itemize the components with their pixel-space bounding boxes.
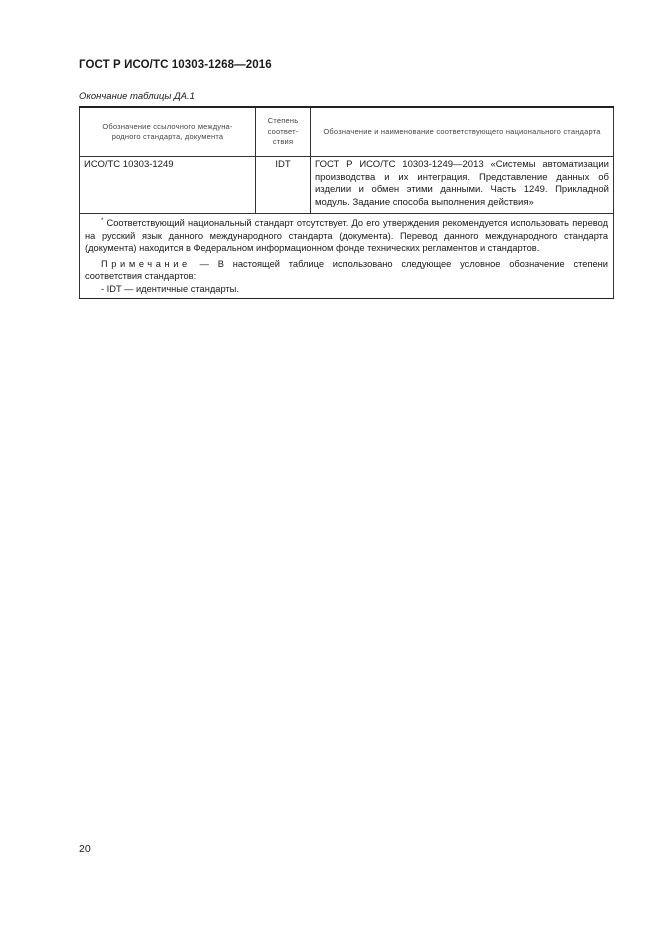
note-text: — В настоящей таблице использовано следующее условное обозначение степени соответствия стандартов: (85, 258, 608, 281)
note (85, 258, 608, 283)
table-notes (80, 214, 614, 299)
document-header: ГОСТ Р ИСО/ТС 10303-1268—2016 (79, 59, 272, 71)
column-header-national-standard: Обозначение и наименование соответствующего национального стандарта (311, 107, 614, 157)
notes-row (80, 214, 614, 299)
page-number: 20 (79, 843, 91, 855)
reference-table (79, 106, 613, 299)
footnote-mark: * (101, 217, 104, 224)
note-label: Примечание (101, 258, 191, 269)
table-row (80, 157, 614, 214)
footnote (85, 217, 608, 255)
note-item: - IDT — идентичные стандарты. (101, 283, 239, 294)
footnote-text: Соответствующий национальный стандарт отсутствует. До его утверждения рекомендуется использовать перевод на русский язык данного международного стандарта (документа). Перевод данного международного стандарта (документа) находится в Федеральном информационном фонде технических регламентов и стандартов. (85, 218, 608, 253)
cell-national-standard: ГОСТ Р ИСО/ТС 10303-1249—2013 «Системы автоматизации производства и их интеграция. Представление данных об изделии и обмен этими данными. Часть 1249. Прикладной модуль. Задание способа выполнения действия» (311, 157, 614, 214)
column-header-degree: Степень соответ-ствия (256, 107, 311, 157)
cell-degree: IDT (256, 157, 311, 214)
cell-reference: ИСО/ТС 10303-1249 (80, 157, 256, 214)
table-caption: Окончание таблицы ДА.1 (79, 91, 195, 102)
column-header-reference: Обозначение ссылочного междуна-родного стандарта, документа (80, 107, 256, 157)
